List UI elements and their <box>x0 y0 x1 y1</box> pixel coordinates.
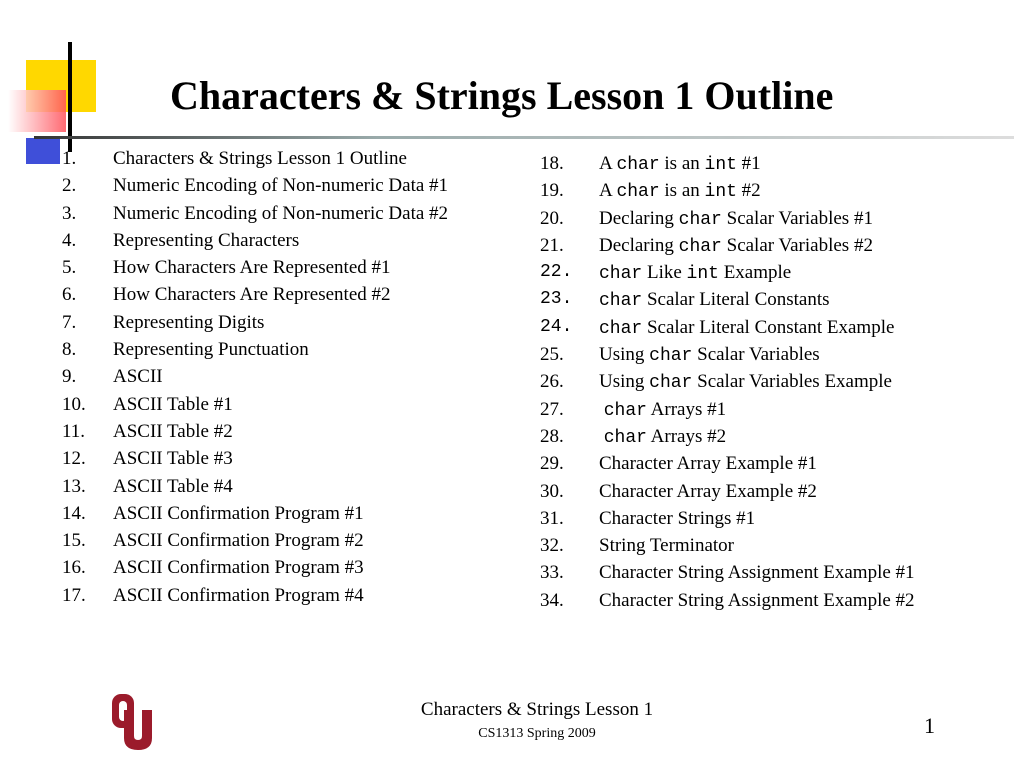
item-number: 3. <box>62 202 77 224</box>
outline-item <box>62 418 448 445</box>
outline-item <box>62 172 448 199</box>
item-number: 25. <box>540 344 564 366</box>
decor-blue-block <box>26 138 60 164</box>
item-text-segment: Character String Assignment Example #2 <box>599 589 915 611</box>
footer-title: Characters & Strings Lesson 1 <box>420 699 654 720</box>
item-number: 8. <box>62 339 77 361</box>
item-number: 32. <box>540 535 564 557</box>
item-number: 21. <box>540 234 564 256</box>
item-text: Representing Digits <box>113 311 265 333</box>
outline-item <box>540 314 915 341</box>
item-text: ASCII Confirmation Program #2 <box>113 530 364 552</box>
page-number: 1 <box>924 713 935 738</box>
title-underline <box>34 136 1014 139</box>
item-text: ASCII Confirmation Program #4 <box>113 584 364 606</box>
item-text-segment: Declaring <box>599 207 679 229</box>
item-text: Representing Punctuation <box>113 339 309 361</box>
code-keyword: int <box>686 264 719 285</box>
outline-item <box>540 559 915 586</box>
item-number: 26. <box>540 371 564 393</box>
item-number: 23. <box>540 289 573 310</box>
outline-item <box>62 254 448 281</box>
code-keyword: char <box>603 427 647 448</box>
outline-item <box>62 227 448 254</box>
item-number: 4. <box>62 229 77 251</box>
item-text <box>599 396 726 423</box>
item-text-segment: is an <box>659 153 705 174</box>
item-text <box>599 559 915 586</box>
outline-item <box>540 478 915 505</box>
outline-item <box>540 177 915 204</box>
item-text <box>599 341 820 368</box>
outline-item <box>62 145 448 172</box>
item-text-segment: Scalar Variables #1 <box>721 207 873 229</box>
item-number: 22. <box>540 262 573 283</box>
item-number: 30. <box>540 480 564 502</box>
outline-item <box>62 500 448 527</box>
item-text: ASCII Confirmation Program #3 <box>113 557 364 579</box>
item-number: 2. <box>62 175 77 197</box>
code-keyword: char <box>616 182 660 203</box>
outline-item <box>540 532 915 559</box>
item-text-segment: Like <box>642 262 687 284</box>
item-text-segment: Scalar Literal Constants <box>642 289 830 311</box>
item-number: 6. <box>62 284 77 306</box>
item-text-segment: Character String Assignment Example #1 <box>599 562 915 584</box>
item-text: ASCII Table #1 <box>113 393 233 415</box>
outline-item <box>540 150 915 177</box>
code-keyword: char <box>599 264 643 285</box>
outline-item <box>540 232 915 259</box>
item-text <box>599 587 915 614</box>
code-keyword: char <box>649 373 693 394</box>
item-text <box>599 532 734 559</box>
code-keyword: char <box>616 155 660 175</box>
code-keyword: char <box>603 400 647 421</box>
item-text: How Characters Are Represented #1 <box>113 257 391 279</box>
item-number: 33. <box>540 562 564 584</box>
item-text: Representing Characters <box>113 229 300 251</box>
item-text-segment: Using <box>599 344 650 366</box>
item-text-segment: Character Strings #1 <box>599 507 756 529</box>
ou-logo-icon <box>108 690 156 752</box>
item-text <box>599 259 791 286</box>
item-number: 16. <box>62 557 86 579</box>
slide-title: Characters & Strings Lesson 1 Outline <box>170 73 834 118</box>
item-text: ASCII Table #2 <box>113 420 233 442</box>
item-text <box>599 478 817 505</box>
outline-item <box>540 205 915 232</box>
code-keyword: char <box>649 346 693 367</box>
item-number: 5. <box>62 257 77 279</box>
item-text-segment: Scalar Variables <box>692 344 820 366</box>
item-text <box>599 232 873 259</box>
outline-item <box>62 527 448 554</box>
item-number: 27. <box>540 398 564 420</box>
outline-item <box>540 286 915 313</box>
outline-item <box>540 341 915 368</box>
outline-item <box>62 473 448 500</box>
item-number: 13. <box>62 475 86 497</box>
outline-item <box>62 281 448 308</box>
item-text-segment: Declaring <box>599 234 679 256</box>
code-keyword: char <box>599 291 643 312</box>
item-number: 9. <box>62 366 77 388</box>
item-number: 7. <box>62 311 77 333</box>
item-text: ASCII <box>113 366 163 388</box>
outline-list-right <box>540 150 915 614</box>
item-text-segment: A <box>599 153 617 174</box>
outline-item <box>62 582 448 609</box>
item-text <box>599 450 817 477</box>
item-text <box>599 286 830 313</box>
code-keyword: char <box>599 318 643 339</box>
item-text <box>599 314 894 341</box>
item-text-segment: #1 <box>736 153 761 174</box>
outline-item <box>540 423 915 450</box>
item-text-segment: Arrays #2 <box>646 425 727 447</box>
item-text: Numeric Encoding of Non-numeric Data #2 <box>113 202 449 224</box>
item-text: ASCII Table #3 <box>113 448 233 470</box>
item-text-segment: Arrays #1 <box>646 398 727 420</box>
item-number: 10. <box>62 393 86 415</box>
item-text <box>599 505 755 532</box>
outline-item <box>62 309 448 336</box>
outline-item <box>540 368 915 395</box>
item-number: 31. <box>540 507 564 529</box>
outline-item <box>540 396 915 423</box>
item-text <box>599 423 726 450</box>
outline-item <box>62 445 448 472</box>
item-number: 17. <box>62 584 86 606</box>
item-text-segment: is an <box>659 180 705 202</box>
outline-item <box>540 587 915 614</box>
item-text <box>599 205 873 232</box>
outline-item <box>62 554 448 581</box>
item-text-segment: Scalar Variables Example <box>692 371 892 393</box>
item-text <box>599 368 892 395</box>
item-text-segment: Character Array Example #2 <box>599 480 817 502</box>
item-text-segment: Using <box>599 371 650 393</box>
item-text <box>599 150 761 177</box>
item-text-segment: Example <box>718 262 792 284</box>
outline-item <box>62 336 448 363</box>
item-text-segment: Scalar Variables #2 <box>721 234 873 256</box>
code-keyword: char <box>678 236 722 257</box>
outline-item <box>62 391 448 418</box>
item-number: 28. <box>540 425 564 447</box>
item-number: 1. <box>62 148 77 169</box>
outline-item <box>62 200 448 227</box>
item-text: ASCII Table #4 <box>113 475 233 497</box>
outline-item <box>540 450 915 477</box>
outline-item <box>540 259 915 286</box>
item-text: Numeric Encoding of Non-numeric Data #1 <box>113 175 449 197</box>
item-text-segment: Character Array Example #1 <box>599 453 817 475</box>
item-number: 18. <box>540 153 564 174</box>
item-number: 29. <box>540 453 564 475</box>
item-text-segment: #2 <box>736 180 761 202</box>
item-text-segment: String Terminator <box>599 535 734 557</box>
item-number: 15. <box>62 530 86 552</box>
item-number: 24. <box>540 316 573 337</box>
item-number: 11. <box>62 420 86 442</box>
item-text-segment: Scalar Literal Constant Example <box>642 316 895 338</box>
footer-subtitle: CS1313 Spring 2009 <box>478 726 596 741</box>
item-number: 12. <box>62 448 86 470</box>
item-text: ASCII Confirmation Program #1 <box>113 502 364 524</box>
outline-item <box>62 363 448 390</box>
outline-list-left <box>62 145 448 609</box>
item-number: 19. <box>540 180 564 202</box>
code-keyword: int <box>704 182 737 203</box>
code-keyword: int <box>704 155 737 175</box>
item-text-segment: A <box>599 180 617 202</box>
item-text <box>599 177 761 204</box>
item-number: 14. <box>62 502 86 524</box>
item-text: How Characters Are Represented #2 <box>113 284 391 306</box>
item-number: 20. <box>540 207 564 229</box>
outline-item <box>540 505 915 532</box>
decor-red-block <box>8 90 66 132</box>
item-number: 34. <box>540 589 564 611</box>
code-keyword: char <box>678 209 722 230</box>
item-text: Characters & Strings Lesson 1 Outline <box>113 148 407 169</box>
